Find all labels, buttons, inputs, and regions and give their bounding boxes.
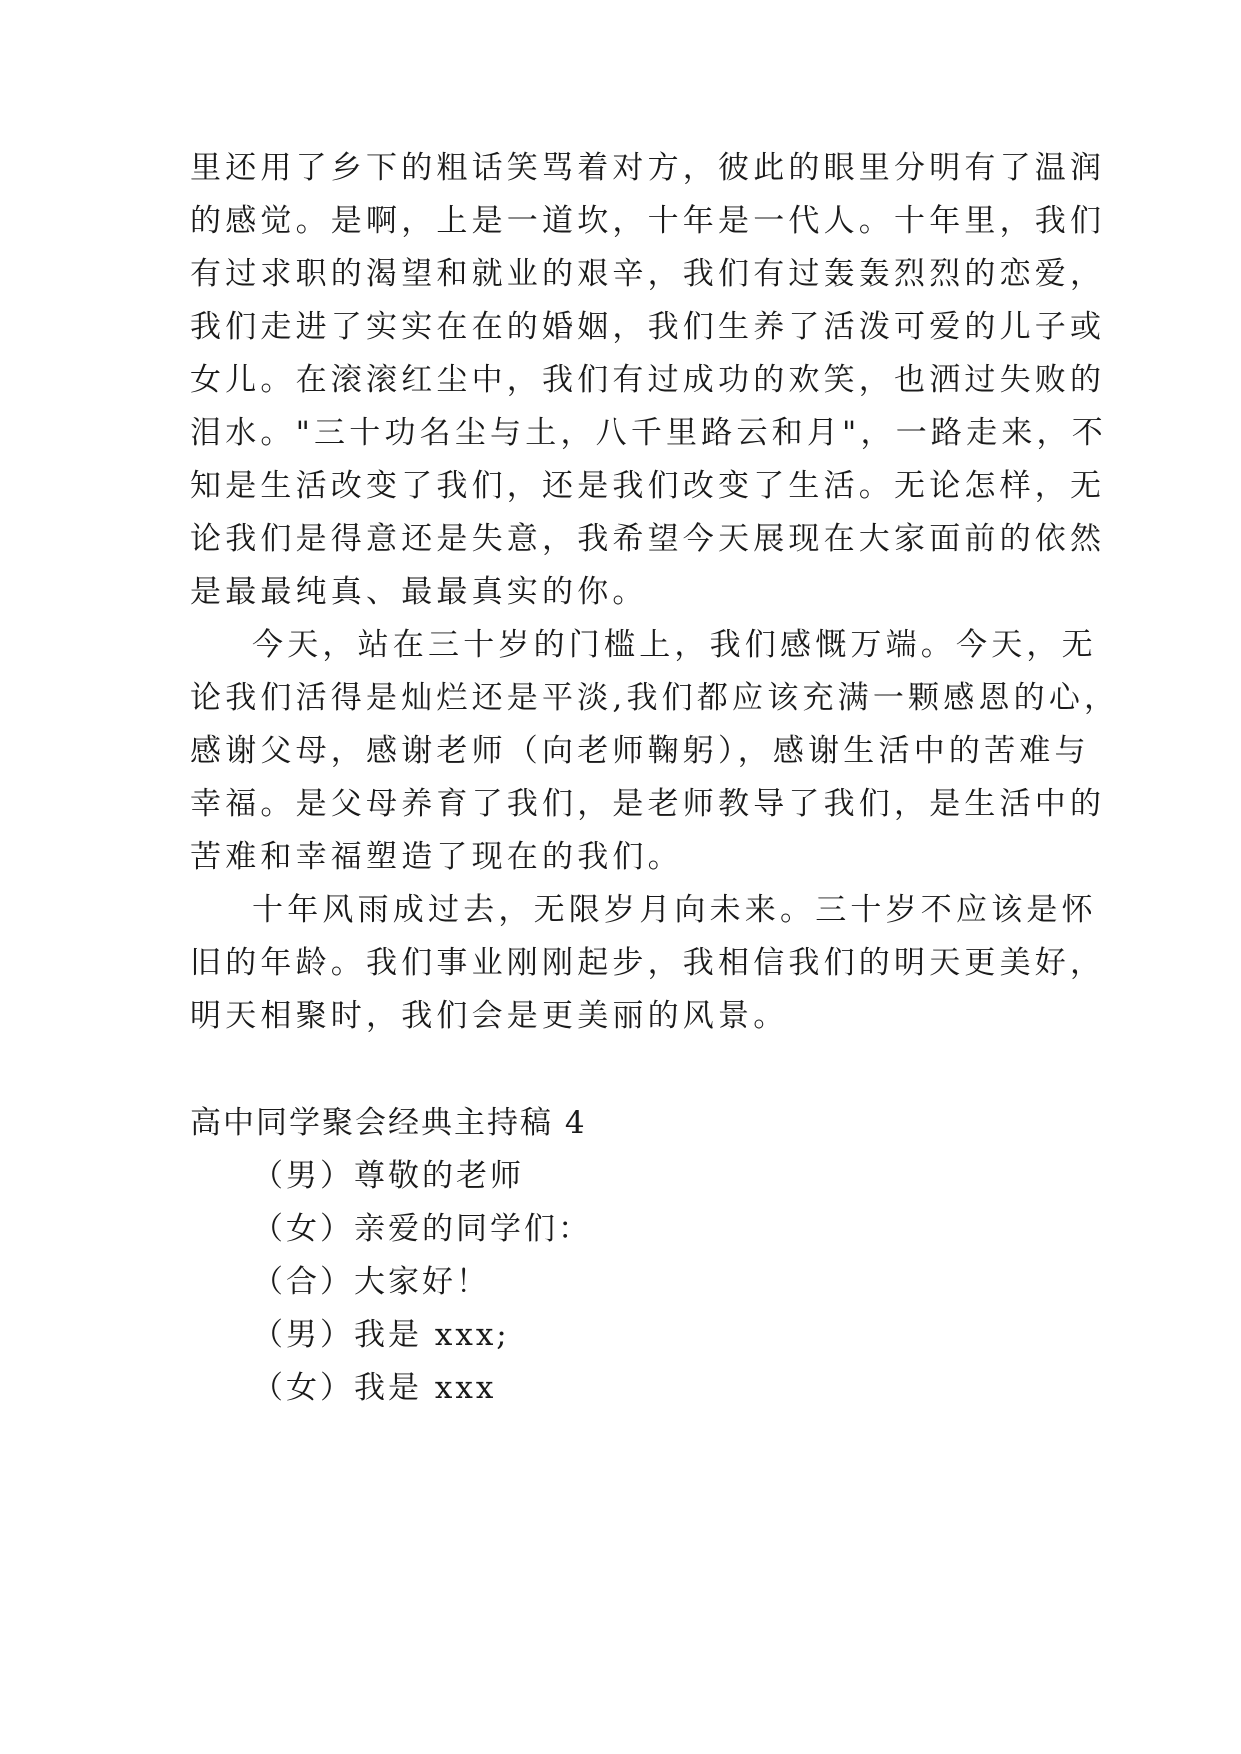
paragraph-1-line: 我们走进了实实在在的婚姻，我们生养了活泼可爱的儿子或 xyxy=(190,309,1106,345)
paragraph-2-line: 苦难和幸福塑造了现在的我们。 xyxy=(190,839,683,875)
paragraph-1-line: 知是生活改变了我们，还是我们改变了生活。无论怎样，无 xyxy=(190,468,1106,504)
paragraph-1-line: 泪水。"三十功名尘与土，八千里路云和月"，一路走来，不 xyxy=(190,415,1107,451)
section-title: 高中同学聚会经典主持稿 4 xyxy=(190,1105,587,1141)
dialogue-line: （女）我是 xxx xyxy=(252,1370,497,1406)
paragraph-2-line: 幸福。是父母养育了我们，是老师教导了我们，是生活中的 xyxy=(190,786,1106,822)
paragraph-3-line: 十年风雨成过去，无限岁月向未来。三十岁不应该是怀 xyxy=(252,892,1097,928)
paragraph-1-line: 有过求职的渴望和就业的艰辛，我们有过轰轰烈烈的恋爱， xyxy=(190,256,1106,292)
dialogue-line: （合）大家好！ xyxy=(252,1264,490,1300)
paragraph-3-line: 明天相聚时，我们会是更美丽的风景。 xyxy=(190,998,789,1034)
paragraph-1-line: 女儿。在滚滚红尘中，我们有过成功的欢笑，也洒过失败的 xyxy=(190,362,1106,398)
paragraph-3-line: 旧的年龄。我们事业刚刚起步，我相信我们的明天更美好， xyxy=(190,945,1106,981)
dialogue-line: （男）尊敬的老师 xyxy=(252,1158,524,1194)
paragraph-2-line: 感谢父母，感谢老师（向老师鞠躬），感谢生活中的苦难与 xyxy=(190,733,1090,769)
paragraph-1-line: 论我们是得意还是失意，我希望今天展现在大家面前的依然 xyxy=(190,521,1106,557)
paragraph-1-line: 的感觉。是啊，上是一道坎，十年是一代人。十年里，我们 xyxy=(190,203,1106,239)
paragraph-1-line: 是最最纯真、最最真实的你。 xyxy=(190,574,648,610)
dialogue-line: （女）亲爱的同学们： xyxy=(252,1211,592,1247)
paragraph-2-line: 今天，站在三十岁的门槛上，我们感慨万端。今天，无 xyxy=(252,627,1097,663)
dialogue-line: （男）我是 xxx; xyxy=(252,1317,510,1353)
paragraph-1-line: 里还用了乡下的粗话笑骂着对方，彼此的眼里分明有了温润 xyxy=(190,150,1106,186)
paragraph-2-line: 论我们活得是灿烂还是平淡,我们都应该充满一颗感恩的心， xyxy=(190,680,1120,716)
